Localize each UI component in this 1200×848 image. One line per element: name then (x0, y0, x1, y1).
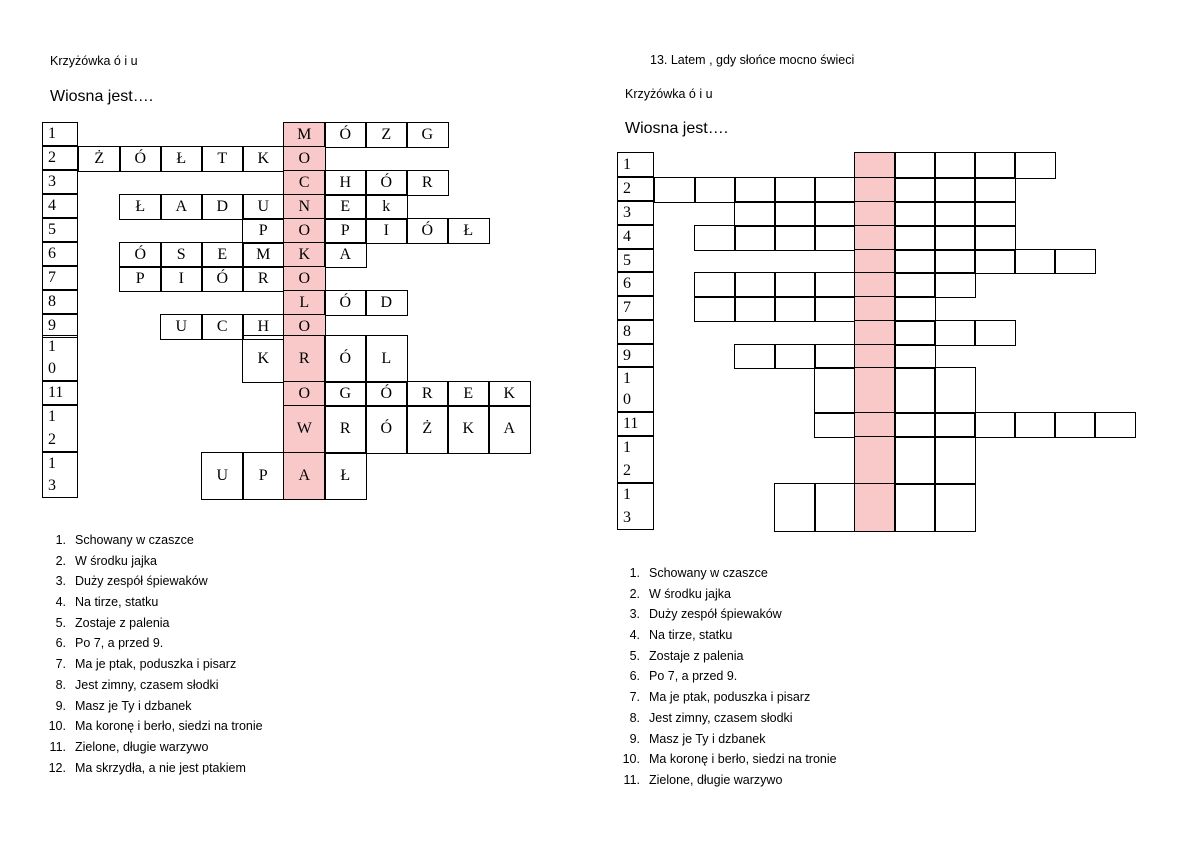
clue-item (40, 551, 263, 572)
clue-text: Ma je ptak, poduszka i pisarz (649, 690, 811, 705)
crossword-cell-solution: L (283, 290, 326, 316)
crossword-cell-solution[interactable] (854, 367, 896, 414)
row-label-text: 2 (623, 461, 631, 479)
crossword-cell-solution: O (283, 314, 326, 340)
crossword-cell[interactable] (934, 152, 976, 179)
crossword-cell: S (160, 242, 203, 268)
clue-number: 5. (629, 648, 640, 663)
left-clue-list (40, 530, 263, 778)
crossword-cell-solution: O (283, 146, 326, 172)
clue-text: Zielone, długie warzywo (75, 739, 209, 754)
clue-item (40, 571, 263, 592)
crossword-cell: Ó (324, 335, 367, 383)
clue-number: 1. (55, 533, 66, 547)
crossword-cell: I (160, 266, 203, 292)
clue-text: Zostaje z palenia (649, 648, 744, 663)
crossword-cell: D (201, 194, 244, 220)
crossword-cell: Z (365, 122, 408, 148)
clue-number: 11. (49, 739, 66, 754)
row-label-text: 1 (623, 155, 631, 173)
crossword-cell[interactable] (654, 177, 696, 203)
crossword-cell: R (406, 381, 449, 407)
crossword-cell-solution[interactable] (854, 296, 896, 322)
crossword-cell: Ó (119, 146, 162, 172)
crossword-cell: M (242, 242, 285, 268)
clue-item (40, 696, 263, 717)
crossword-cell[interactable] (774, 177, 816, 203)
crossword-cell[interactable] (814, 272, 856, 298)
row-label-text: 4 (623, 228, 631, 245)
crossword-cell[interactable] (934, 483, 976, 532)
crossword-cell: A (324, 242, 367, 268)
crossword-cell[interactable] (934, 367, 976, 414)
crossword-cell[interactable] (894, 344, 936, 369)
crossword-cell[interactable] (1094, 412, 1136, 438)
row-label (617, 344, 654, 367)
clue-item (40, 716, 263, 737)
row-label-text: 2 (48, 149, 56, 166)
crossword-cell[interactable] (734, 296, 776, 322)
crossword-cell: R (242, 266, 285, 292)
crossword-cell[interactable] (934, 412, 976, 438)
clue-number: 1. (629, 566, 640, 580)
clue-item (40, 675, 263, 696)
clue-item (614, 563, 837, 584)
crossword-cell-solution[interactable] (854, 344, 896, 369)
clue-number: 9. (629, 731, 640, 746)
crossword-cell: E (324, 194, 367, 220)
crossword-cell: Ł (324, 452, 367, 500)
crossword-cell: Ł (447, 218, 490, 244)
crossword-cell-solution[interactable] (854, 177, 896, 203)
row-label-text: 3 (623, 204, 631, 221)
crossword-cell: k (365, 194, 408, 220)
crossword-cell[interactable] (734, 272, 776, 298)
clue-number: 4. (55, 595, 66, 610)
row-label-text: 1 (48, 125, 56, 142)
row-label-text: 1 (623, 486, 631, 504)
row-label-text: 9 (48, 317, 56, 334)
crossword-cell[interactable] (894, 152, 936, 179)
crossword-cell[interactable] (974, 201, 1016, 227)
crossword-cell[interactable] (1014, 152, 1056, 179)
crossword-cell: Ó (324, 290, 367, 316)
clue-number: 7. (55, 657, 66, 672)
crossword-cell[interactable] (934, 225, 976, 251)
clue-text: Masz je Ty i dzbanek (75, 698, 192, 713)
crossword-cell: H (242, 314, 285, 340)
crossword-cell: U (242, 194, 285, 220)
crossword-cell: U (201, 452, 244, 500)
crossword-cell: Ł (160, 146, 203, 172)
crossword-cell[interactable] (894, 249, 936, 274)
crossword-cell[interactable] (814, 483, 856, 532)
crossword-cell[interactable] (974, 225, 1016, 251)
clue-item (40, 737, 263, 758)
clue-item (614, 729, 837, 750)
crossword-cell: H (324, 170, 367, 196)
row-label (617, 249, 654, 272)
row-label (617, 225, 654, 249)
crossword-cell[interactable] (1054, 249, 1096, 274)
clue-text: Jest zimny, czasem słodki (649, 710, 793, 725)
crossword-cell: L (365, 335, 408, 383)
clue-number: 3. (55, 574, 66, 589)
row-label (42, 194, 78, 218)
crossword-cell[interactable] (734, 201, 776, 227)
crossword-cell[interactable] (1014, 249, 1056, 274)
crossword-cell: K (242, 335, 285, 383)
crossword-cell[interactable] (934, 249, 976, 274)
crossword-cell[interactable] (734, 225, 776, 251)
row-label-text: 7 (623, 299, 631, 316)
crossword-cell: Ó (365, 381, 408, 407)
clue-text: Masz je Ty i dzbanek (649, 731, 766, 746)
clue-text: Ma skrzydła, a nie jest ptakiem (75, 760, 246, 775)
crossword-cell-solution: C (283, 170, 326, 196)
row-label (42, 242, 78, 266)
crossword-cell[interactable] (894, 201, 936, 227)
crossword-cell-solution: O (283, 218, 326, 244)
crossword-cell: K (447, 405, 490, 454)
crossword-cell[interactable] (974, 249, 1016, 274)
row-label-text: 0 (48, 360, 56, 377)
crossword-cell: P (324, 218, 367, 244)
row-label-text: 2 (623, 180, 631, 197)
crossword-cell[interactable] (1054, 412, 1096, 438)
clue-number: 12. (48, 760, 66, 775)
left-title: Wiosna jest…. (50, 88, 154, 105)
crossword-cell: P (242, 452, 285, 500)
row-label-text: 6 (48, 245, 56, 262)
row-label-text: 9 (623, 346, 631, 364)
clue-item (40, 633, 263, 654)
crossword-cell[interactable] (774, 272, 816, 298)
row-label-text: 1 (48, 338, 56, 355)
row-label-text: 1 (623, 439, 631, 457)
clue-item (614, 687, 837, 708)
crossword-cell-solution: R (283, 335, 326, 383)
crossword-cell[interactable] (894, 367, 936, 414)
row-label (42, 218, 78, 242)
crossword-cell-solution[interactable] (854, 201, 896, 227)
crossword-cell: K (242, 146, 285, 172)
crossword-cell[interactable] (694, 177, 736, 203)
crossword-cell[interactable] (934, 177, 976, 203)
crossword-cell[interactable] (894, 320, 936, 346)
row-label-text: 11 (48, 384, 64, 401)
crossword-cell: Ó (201, 266, 244, 292)
crossword-cell[interactable] (894, 177, 936, 203)
crossword-cell-solution: W (283, 405, 326, 454)
clue-number: 7. (629, 690, 640, 705)
clue-item (614, 604, 837, 625)
row-label-text: 6 (623, 275, 631, 292)
crossword-cell[interactable] (814, 344, 856, 369)
clue-number: 8. (629, 710, 640, 725)
crossword-cell[interactable] (774, 296, 816, 322)
crossword-cell[interactable] (974, 177, 1016, 203)
crossword-cell[interactable] (894, 436, 936, 485)
crossword-cell: Ż (406, 405, 449, 454)
crossword-cell[interactable] (814, 367, 856, 414)
row-label-text: 3 (48, 173, 56, 190)
crossword-cell: E (201, 242, 244, 268)
crossword-cell[interactable] (734, 177, 776, 203)
crossword-cell: U (160, 314, 203, 340)
clue-item (614, 708, 837, 729)
row-label-text: 1 (48, 455, 56, 472)
crossword-cell[interactable] (934, 201, 976, 227)
clue-text: Na tirze, statku (75, 595, 159, 610)
crossword-cell-solution[interactable] (854, 225, 896, 251)
crossword-cell: Ó (406, 218, 449, 244)
crossword-cell[interactable] (894, 483, 936, 532)
crossword-cell-solution[interactable] (854, 412, 896, 438)
clue-item (614, 625, 837, 646)
crossword-cell: G (324, 381, 367, 407)
clue-text: Po 7, a przed 9. (75, 636, 164, 651)
row-label (42, 335, 78, 381)
crossword-cell[interactable] (974, 320, 1016, 346)
crossword-cell: Ó (324, 122, 367, 148)
clue-text: Ma je ptak, poduszka i pisarz (75, 657, 237, 672)
row-label (42, 170, 78, 194)
crossword-cell[interactable] (974, 412, 1016, 438)
row-label (42, 266, 78, 290)
row-label (617, 483, 654, 530)
clue-number: 2. (629, 586, 640, 601)
crossword-cell-solution: O (283, 266, 326, 292)
crossword-cell[interactable] (774, 483, 816, 532)
clue-text: Po 7, a przed 9. (649, 669, 738, 684)
row-label-text: 8 (623, 323, 631, 340)
clue-number: 3. (629, 607, 640, 622)
clue-text: Duży zespół śpiewaków (649, 607, 782, 622)
row-label-text: 0 (623, 391, 631, 409)
clue-item (614, 646, 837, 667)
row-label-text: 2 (48, 430, 56, 448)
clue-text: Ma koronę i berło, siedzi na tronie (75, 719, 263, 734)
crossword-cell: Ó (365, 170, 408, 196)
crossword-cell-solution[interactable] (854, 272, 896, 298)
crossword-cell: Ż (78, 146, 121, 172)
crossword-cell[interactable] (774, 344, 816, 369)
crossword-cell[interactable] (894, 412, 936, 438)
clue-item (614, 666, 837, 687)
crossword-cell-solution: O (283, 381, 326, 407)
crossword-cell[interactable] (694, 225, 736, 251)
crossword-cell[interactable] (814, 296, 856, 322)
row-label (42, 146, 78, 170)
crossword-cell: E (447, 381, 490, 407)
row-label (42, 381, 78, 405)
clue-item (40, 530, 263, 551)
crossword-cell[interactable] (894, 296, 936, 322)
crossword-cell: A (488, 405, 531, 454)
crossword-cell: T (201, 146, 244, 172)
crossword-cell-solution: M (283, 122, 326, 148)
row-label (42, 405, 78, 452)
row-label (617, 296, 654, 320)
row-label-text: 8 (48, 293, 56, 310)
row-label-text: 1 (623, 369, 631, 387)
clue-number: 2. (55, 553, 66, 568)
row-label (617, 272, 654, 296)
clue-item (40, 758, 263, 779)
row-label-text: 3 (623, 508, 631, 526)
row-label (617, 436, 654, 483)
crossword-cell: P (242, 218, 285, 244)
crossword-cell[interactable] (1014, 412, 1056, 438)
row-label (617, 177, 654, 201)
crossword-cell-solution[interactable] (854, 152, 896, 179)
crossword-cell[interactable] (974, 152, 1016, 179)
row-label (617, 201, 654, 225)
clue-text: W środku jajka (649, 586, 731, 601)
clue-number: 5. (55, 615, 66, 630)
clue-item (40, 654, 263, 675)
clue-number: 6. (55, 636, 66, 651)
crossword-cell: Ł (119, 194, 162, 220)
row-label (42, 122, 78, 146)
clue-text: Duży zespół śpiewaków (75, 574, 208, 589)
crossword-cell: C (201, 314, 244, 340)
clue-text: Ma koronę i berło, siedzi na tronie (649, 752, 837, 767)
clue-text: Jest zimny, czasem słodki (75, 677, 219, 692)
crossword-cell[interactable] (894, 225, 936, 251)
row-label-text: 5 (623, 251, 631, 269)
clue-item (40, 592, 263, 613)
crossword-cell: P (119, 266, 162, 292)
crossword-cell[interactable] (774, 225, 816, 251)
crossword-cell[interactable] (774, 201, 816, 227)
clue-item (40, 613, 263, 634)
row-label-text: 1 (48, 408, 56, 426)
clue-number: 11. (623, 772, 640, 787)
right-title: Wiosna jest…. (625, 120, 729, 137)
row-label-text: 3 (48, 477, 56, 494)
clue-number: 10. (48, 719, 66, 734)
crossword-cell: R (406, 170, 449, 196)
crossword-cell[interactable] (814, 412, 856, 438)
crossword-cell-solution: K (283, 242, 326, 268)
clue-text: Schowany w czaszce (649, 566, 768, 580)
crossword-cell[interactable] (694, 296, 736, 322)
left-header: Krzyżówka ó i u (50, 54, 138, 68)
row-label (617, 412, 654, 436)
crossword-cell-solution: A (283, 452, 326, 500)
crossword-cell: R (324, 405, 367, 454)
right-clue-list (614, 563, 837, 791)
right-header: Krzyżówka ó i u (625, 87, 713, 101)
crossword-cell[interactable] (814, 225, 856, 251)
crossword-cell: Ó (365, 405, 408, 454)
crossword-cell: G (406, 122, 449, 148)
right-top-clue: 13. Latem , gdy słońce mocno świeci (650, 53, 855, 67)
clue-item (614, 584, 837, 605)
row-label (42, 290, 78, 314)
clue-number: 8. (55, 677, 66, 692)
clue-number: 9. (55, 698, 66, 713)
crossword-cell[interactable] (934, 320, 976, 346)
crossword-cell-solution: N (283, 194, 326, 220)
row-label (617, 367, 654, 412)
clue-text: Schowany w czaszce (75, 533, 194, 547)
crossword-cell[interactable] (814, 177, 856, 203)
crossword-cell-solution[interactable] (854, 436, 896, 485)
row-label (42, 452, 78, 498)
crossword-cell[interactable] (814, 201, 856, 227)
row-label-text: 11 (623, 415, 639, 432)
clue-text: Zielone, długie warzywo (649, 772, 783, 787)
crossword-cell: D (365, 290, 408, 316)
clue-number: 6. (629, 669, 640, 684)
clue-number: 4. (629, 628, 640, 643)
crossword-cell[interactable] (934, 272, 976, 298)
crossword-cell[interactable] (734, 344, 776, 369)
crossword-cell-solution[interactable] (854, 483, 896, 532)
crossword-cell[interactable] (694, 272, 736, 298)
clue-item (614, 770, 837, 791)
row-label (617, 152, 654, 177)
clue-text: Zostaje z palenia (75, 615, 170, 630)
crossword-cell: K (488, 381, 531, 407)
crossword-cell: I (365, 218, 408, 244)
row-label-text: 4 (48, 197, 56, 214)
clue-number: 10. (622, 752, 640, 767)
crossword-cell-solution[interactable] (854, 320, 896, 346)
crossword-cell: Ó (119, 242, 162, 268)
crossword-cell-solution[interactable] (854, 249, 896, 274)
crossword-cell: A (160, 194, 203, 220)
row-label-text: 7 (48, 269, 56, 286)
clue-item (614, 749, 837, 770)
crossword-cell[interactable] (934, 436, 976, 485)
clue-text: Na tirze, statku (649, 628, 733, 643)
row-label-text: 5 (48, 221, 56, 238)
crossword-cell[interactable] (894, 272, 936, 298)
clue-text: W środku jajka (75, 553, 157, 568)
row-label (617, 320, 654, 344)
